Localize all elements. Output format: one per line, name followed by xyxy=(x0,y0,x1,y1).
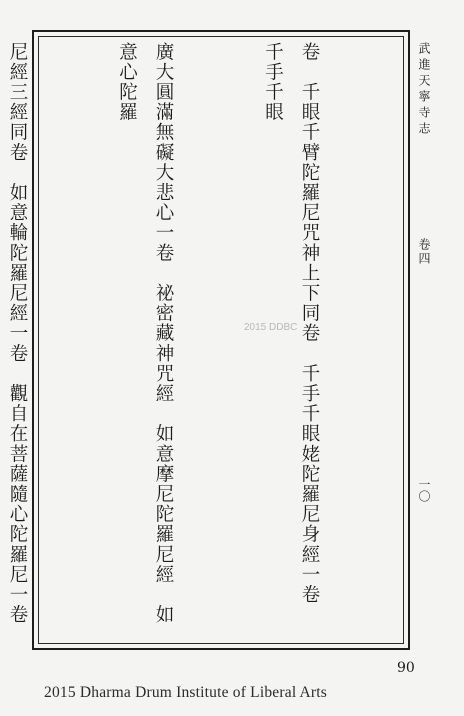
folio-number: 一〇 xyxy=(417,478,431,502)
book-title: 武進天寧寺志 xyxy=(417,42,431,138)
text-column: 尼經三經同卷 如意輪陀羅尼經一卷 觀自在菩薩隨心陀羅尼一卷 xyxy=(7,42,28,625)
copyright-watermark: 2015 Dharma Drum Institute of Liberal Arts xyxy=(44,684,328,701)
page-number: 90 xyxy=(397,660,415,676)
sutra-list-text xyxy=(7,42,400,638)
center-watermark: 2015 DDBC xyxy=(244,322,298,333)
text-column: 廣大圓滿無礙大悲心一卷 祕密藏神咒經 如意摩尼陀羅尼經 如意心陀羅 xyxy=(116,42,174,625)
volume-label: 卷四 xyxy=(417,238,431,266)
text-column: 卷 千眼千臂陀羅尼咒神上下同卷 千手千眼姥陀羅尼身經一卷 千手千眼 xyxy=(262,42,320,625)
